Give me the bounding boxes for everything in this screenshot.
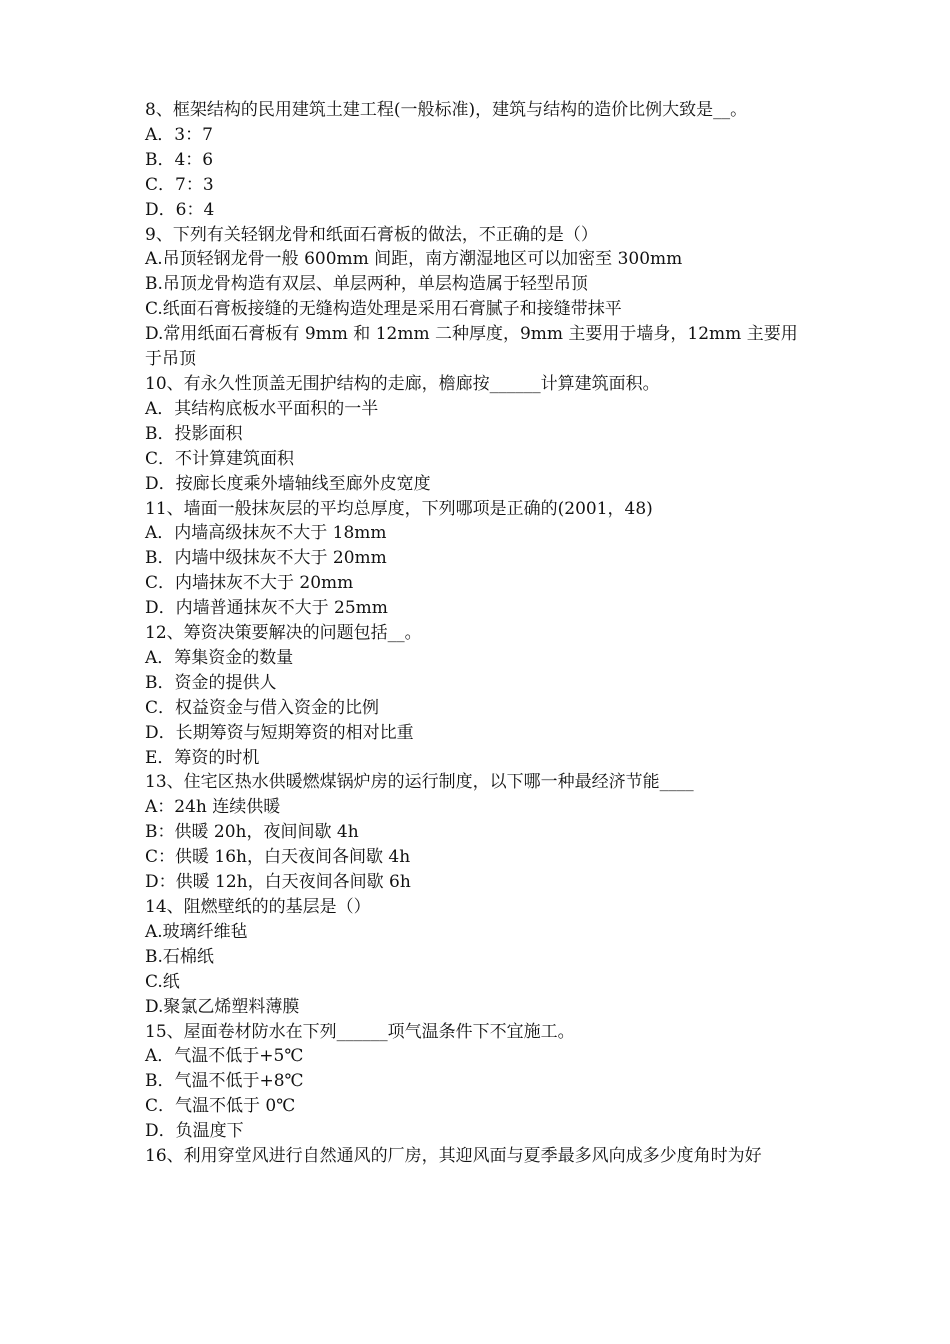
text-line: C．内墙抹灰不大于 20mm xyxy=(145,573,354,594)
text-line: 8、框架结构的民用建筑土建工程(一般标准)，建筑与结构的造价比例大致是__。 xyxy=(145,100,748,120)
text-line: C．权益资金与借入资金的比例 xyxy=(145,697,380,718)
text-line: E．筹资的时机 xyxy=(145,747,260,768)
text-line: D．长期筹资与短期筹资的相对比重 xyxy=(145,722,414,743)
text-line: D．负温度下 xyxy=(145,1121,244,1142)
text-line: A．3：7 xyxy=(145,124,213,145)
text-line: D．按廊长度乘外墙轴线至廊外皮宽度 xyxy=(145,473,431,494)
text-line: A.玻璃纤维毡 xyxy=(145,921,248,942)
text-line: 11、墙面一般抹灰层的平均总厚度，下列哪项是正确的(2001，48) xyxy=(145,498,653,519)
text-line: 13、住宅区热水供暖燃煤锅炉房的运行制度，以下哪一种最经济节能____ xyxy=(145,772,694,793)
text-line: D．内墙普通抹灰不大于 25mm xyxy=(145,598,388,619)
text-line: A．气温不低于+5℃ xyxy=(145,1046,304,1067)
text-line: 12、筹资决策要解决的问题包括__。 xyxy=(145,623,422,644)
text-line: B．资金的提供人 xyxy=(145,672,277,693)
text-line: B．投影面积 xyxy=(145,423,243,444)
text-line: 9、下列有关轻钢龙骨和纸面石膏板的做法，不正确的是（） xyxy=(145,224,598,245)
text-line: 15、屋面卷材防水在下列______项气温条件下不宜施工。 xyxy=(145,1021,575,1042)
text-line: D．6：4 xyxy=(145,199,215,220)
text-line: B.吊顶龙骨构造有双层、单层两种，单层构造属于轻型吊顶 xyxy=(145,274,588,295)
text-line: B．气温不低于+8℃ xyxy=(145,1071,304,1092)
text-line: 14、阻燃壁纸的的基层是（） xyxy=(145,897,371,917)
text-line: A．其结构底板水平面积的一半 xyxy=(145,398,379,419)
text-line: D：供暖 12h，白天夜间各间歇 6h xyxy=(145,872,411,893)
text-line: C：供暖 16h，白天夜间各间歇 4h xyxy=(145,847,411,868)
text-line: B：供暖 20h，夜间间歇 4h xyxy=(145,822,359,843)
text-line: A.吊顶轻钢龙骨一般 600mm 间距，南方潮湿地区可以加密至 300mm xyxy=(145,249,683,270)
text-line: C.纸 xyxy=(145,971,180,992)
text-line: B.石棉纸 xyxy=(145,946,214,967)
text-line: C．不计算建筑面积 xyxy=(145,448,295,469)
text-line: 16、利用穿堂风进行自然通风的厂房，其迎风面与夏季最多风向成多少度角时为好 xyxy=(145,1146,762,1167)
text-line: B．4：6 xyxy=(145,149,214,170)
text-line: C.纸面石膏板接缝的无缝构造处理是采用石膏腻子和接缝带抹平 xyxy=(145,299,622,320)
question-text-block xyxy=(145,98,813,1169)
text-line: B．内墙中级抹灰不大于 20mm xyxy=(145,548,387,569)
text-line: C．气温不低于 0℃ xyxy=(145,1096,296,1117)
text-line: D.聚氯乙烯塑料薄膜 xyxy=(145,996,300,1017)
text-line: A．内墙高级抹灰不大于 18mm xyxy=(145,523,387,544)
text-line: C．7：3 xyxy=(145,174,214,195)
text-line: 10、有永久性顶盖无围护结构的走廊，檐廊按______计算建筑面积。 xyxy=(145,373,660,394)
text-line: A：24h 连续供暖 xyxy=(145,797,281,818)
text-line: D.常用纸面石膏板有 9mm 和 12mm 二种厚度，9mm 主要用于墙身，12mm 主要用于吊顶 xyxy=(145,324,798,370)
text-line: A．筹集资金的数量 xyxy=(145,647,294,668)
